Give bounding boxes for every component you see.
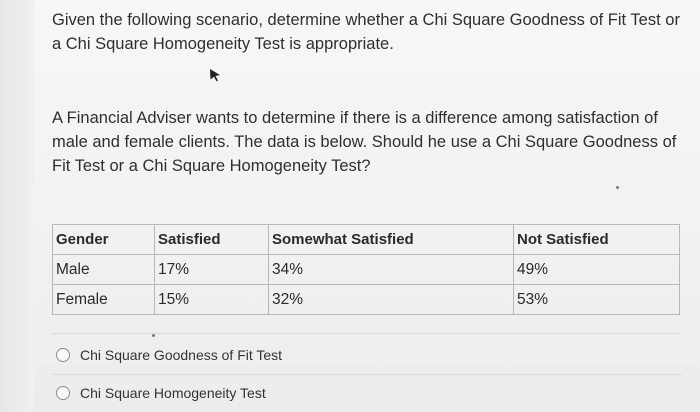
option-label: Chi Square Goodness of Fit Test <box>80 347 283 363</box>
table-row <box>53 285 680 315</box>
option-label: Chi Square Homogeneity Test <box>80 385 266 401</box>
scenario-instructions: Given the following scenario, determine whether a Chi Square Goodness of Fit Test or a Chi Square Homogeneity Test is appropriate. <box>52 11 680 53</box>
row-female-satisfied: 15% <box>155 285 269 315</box>
satisfaction-table <box>52 224 680 315</box>
table-header-row <box>53 225 680 255</box>
option-goodness-of-fit[interactable] <box>56 347 282 363</box>
speck <box>616 186 619 189</box>
row-female-gender: Female <box>53 285 155 315</box>
row-male-somewhat-satisfied: 34% <box>269 255 514 285</box>
row-female-not-satisfied: 53% <box>514 285 680 315</box>
row-male-not-satisfied: 49% <box>514 255 680 285</box>
header-satisfied: Satisfied <box>155 225 269 255</box>
speck <box>152 334 155 337</box>
mouse-pointer-icon <box>208 68 222 82</box>
header-gender: Gender <box>53 225 155 255</box>
header-somewhat-satisfied: Somewhat Satisfied <box>269 225 514 255</box>
radio-button[interactable] <box>56 386 70 400</box>
row-female-somewhat-satisfied: 32% <box>269 285 514 315</box>
divider <box>52 374 682 375</box>
header-not-satisfied: Not Satisfied <box>514 225 680 255</box>
table-row <box>53 255 680 285</box>
row-male-satisfied: 17% <box>155 255 269 285</box>
divider <box>52 333 682 334</box>
row-male-gender: Male <box>53 255 155 285</box>
question-text: A Financial Adviser wants to determine if there is a difference among satisfaction of male and female clients. The data is below. Should he use a Chi Square Goodness of Fit Test or a Chi Square Homogeneity Test? <box>52 109 677 175</box>
radio-button[interactable] <box>56 348 70 362</box>
page-edge-shadow <box>0 0 34 412</box>
option-homogeneity[interactable] <box>56 385 266 401</box>
